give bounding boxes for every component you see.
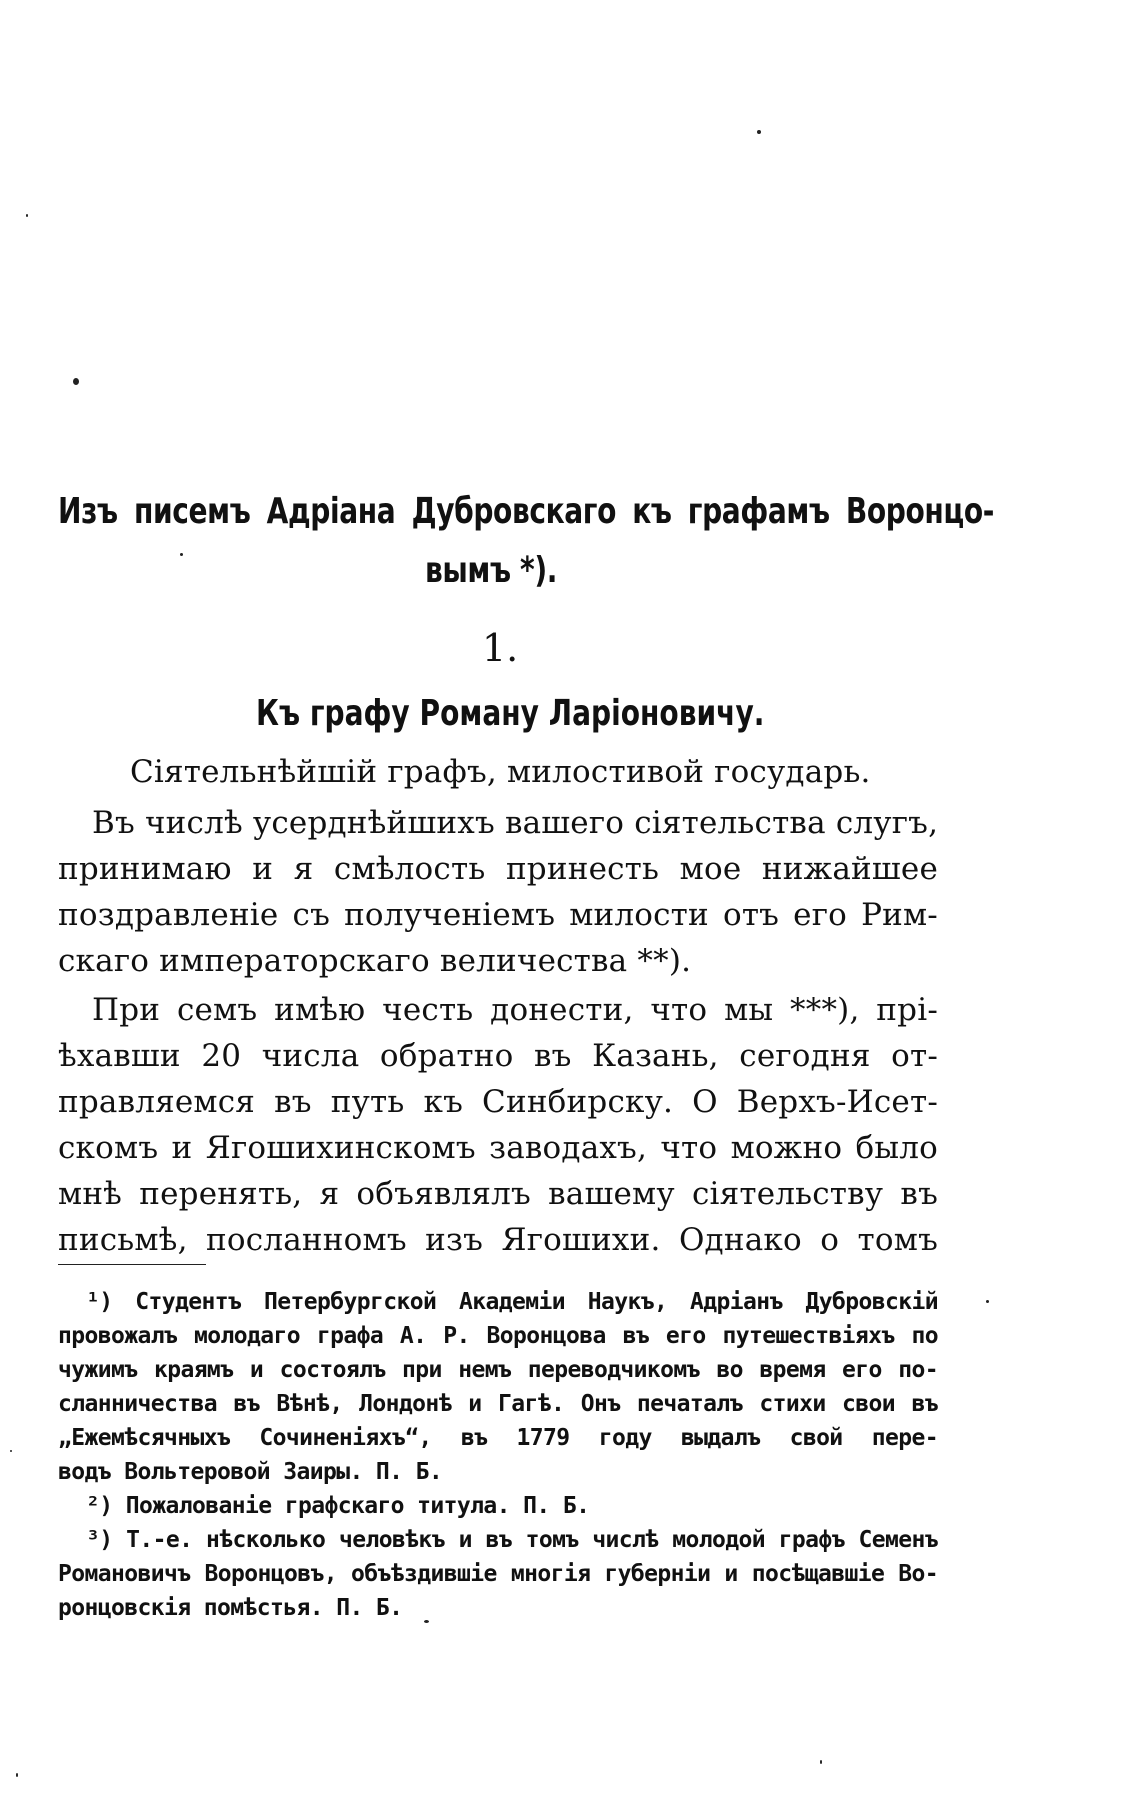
footnote-3-line: ронцовскія помѣстья. П. Б. [58,1595,403,1621]
scan-speck [16,1773,18,1777]
title-word: Изъ [58,491,118,532]
letter-addressee: Къ графу Роману Ларіоновичу. [256,693,765,734]
body-line: Въ числѣ усерднѣйшихъ вашего сіятельства слугъ, [92,805,939,841]
title-word: Воронцо- [845,491,994,532]
article-title-line-2: вымъ *). [425,550,558,591]
footnote-3-line: ³) Т.-е. нѣсколько человѣкъ и въ томъ числѣ молодой графъ Семенъ [86,1527,938,1553]
scan-speck [986,1300,989,1303]
body-line: скаго императорскаго величества **). [58,943,692,979]
scan-speck [10,1450,12,1452]
title-word: графамъ [687,491,830,532]
footnote-1-line: провожалъ молодаго графа А. Р. Воронцова въ его путешествіяхъ по [58,1323,938,1349]
title-word: писемъ [133,491,251,532]
body-line: При семъ имѣю честь донести, что мы ***), прі- [92,992,938,1028]
body-line: скомъ и Ягошихинскомъ заводахъ, что можно было [58,1130,938,1166]
footnote-1-line: сланничества въ Вѣнѣ, Лондонѣ и Гагѣ. Онъ печаталъ стихи свои въ [58,1391,938,1417]
footnote-1-line: чужимъ краямъ и состоялъ при немъ переводчикомъ во время его по- [58,1357,938,1383]
scan-speck [757,130,761,134]
salutation: Сіятельнѣйшій графъ, милостивой государь. [130,754,871,790]
body-line: письмѣ, посланномъ изъ Ягошихи. Однако о томъ [58,1222,938,1258]
body-line: мнѣ перенять, я объявлялъ вашему сіятельству въ [58,1176,938,1212]
scan-speck [73,378,79,385]
footnote-1-line: ¹) Студентъ Петербургской Академіи Наукъ, Адріанъ Дубровскій [86,1289,938,1315]
title-word: Дубровскаго [411,491,616,532]
scan-speck [180,553,183,556]
title-word: Адріана [266,491,396,532]
body-line: ѣхавши 20 числа обратно въ Казань, сегодня от- [58,1038,938,1074]
scan-speck [820,1760,822,1764]
body-line: правляемся въ путь къ Синбирску. О Верхъ-Исет- [58,1084,938,1120]
footnote-3-line: Романовичъ Воронцовъ, объѣздившіе многія губерніи и посѣщавшіе Во- [58,1561,938,1587]
body-line: поздравленіе съ полученіемъ милости отъ его Рим- [58,897,938,933]
footnote-1-line: водъ Вольтеровой Заиры. П. Б. [58,1459,443,1485]
letter-number: 1. [482,626,519,670]
article-title-line-1 [58,491,994,532]
body-line: принимаю и я смѣлость принесть мое нижайшее [58,851,938,887]
footnote-separator [58,1264,206,1265]
footnote-1-line: „Ежемѣсячныхъ Сочиненіяхъ“, въ 1779 году выдалъ свой пере- [58,1425,938,1451]
footnote-2-line: ²) Пожалованіе графскаго титула. П. Б. [86,1493,590,1519]
title-word: къ [632,491,672,532]
scan-speck [26,214,28,217]
